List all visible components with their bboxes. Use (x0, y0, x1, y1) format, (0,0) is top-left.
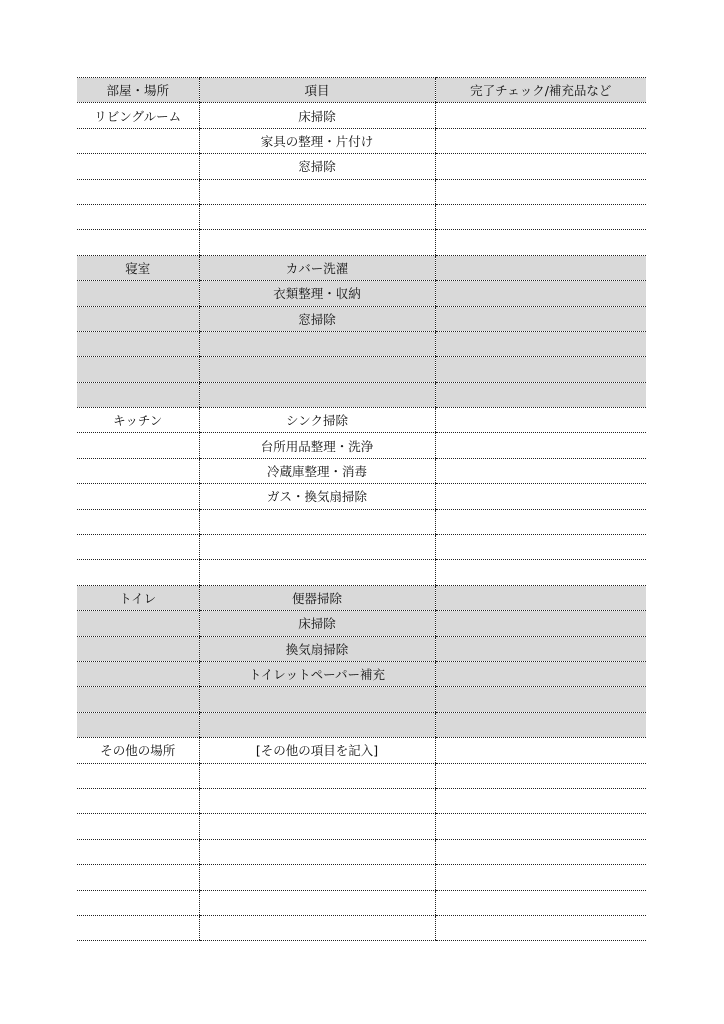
room-cell (77, 636, 199, 661)
item-cell (199, 814, 435, 839)
room-cell (77, 611, 199, 636)
item-cell: カバー洗濯 (199, 255, 435, 280)
item-cell (199, 788, 435, 813)
table-row (77, 204, 646, 229)
room-cell (77, 230, 199, 255)
check-cell[interactable] (435, 154, 646, 179)
check-cell[interactable] (435, 433, 646, 458)
room-cell (77, 509, 199, 534)
room-cell (77, 712, 199, 737)
check-cell[interactable] (435, 890, 646, 915)
check-cell[interactable] (435, 560, 646, 585)
room-cell: トイレ (77, 585, 199, 610)
table-row (77, 128, 646, 153)
room-cell (77, 458, 199, 483)
table-row (77, 687, 646, 712)
room-cell (77, 763, 199, 788)
table-row (77, 915, 646, 940)
check-cell[interactable] (435, 915, 646, 940)
table-row (77, 382, 646, 407)
item-cell: ガス・換気扇掃除 (199, 484, 435, 509)
cleaning-checklist-sheet (77, 77, 646, 941)
check-cell[interactable] (435, 509, 646, 534)
item-cell: 家具の整理・片付け (199, 128, 435, 153)
table-row (77, 154, 646, 179)
header-check: 完了チェック/補充品など (435, 78, 646, 103)
check-cell[interactable] (435, 331, 646, 356)
check-cell[interactable] (435, 585, 646, 610)
item-cell (199, 535, 435, 560)
room-cell (77, 281, 199, 306)
room-cell (77, 839, 199, 864)
check-cell[interactable] (435, 788, 646, 813)
item-cell: トイレットペーパー補充 (199, 661, 435, 686)
table-row (77, 306, 646, 331)
item-cell: [その他の項目を記入] (199, 738, 435, 763)
room-cell: キッチン (77, 408, 199, 433)
table-row (77, 230, 646, 255)
item-cell (199, 230, 435, 255)
table-row (77, 712, 646, 737)
header-room: 部屋・場所 (77, 78, 199, 103)
item-cell: 床掃除 (199, 103, 435, 128)
check-cell[interactable] (435, 484, 646, 509)
check-cell[interactable] (435, 408, 646, 433)
room-cell: リビングルーム (77, 103, 199, 128)
item-cell (199, 839, 435, 864)
item-cell (199, 763, 435, 788)
check-cell[interactable] (435, 712, 646, 737)
cleaning-checklist-table (77, 77, 646, 941)
item-cell: 窓掃除 (199, 154, 435, 179)
table-row (77, 890, 646, 915)
check-cell[interactable] (435, 535, 646, 560)
room-cell (77, 661, 199, 686)
table-row (77, 814, 646, 839)
check-cell[interactable] (435, 661, 646, 686)
table-row (77, 509, 646, 534)
table-row (77, 357, 646, 382)
table-row (77, 839, 646, 864)
room-cell (77, 788, 199, 813)
check-cell[interactable] (435, 636, 646, 661)
table-row (77, 408, 646, 433)
check-cell[interactable] (435, 738, 646, 763)
check-cell[interactable] (435, 204, 646, 229)
room-cell (77, 128, 199, 153)
room-cell (77, 865, 199, 890)
check-cell[interactable] (435, 306, 646, 331)
room-cell (77, 915, 199, 940)
table-row (77, 585, 646, 610)
room-cell (77, 535, 199, 560)
item-cell (199, 382, 435, 407)
check-cell[interactable] (435, 687, 646, 712)
item-cell: 便器掃除 (199, 585, 435, 610)
table-row (77, 331, 646, 356)
item-cell (199, 915, 435, 940)
item-cell: 床掃除 (199, 611, 435, 636)
check-cell[interactable] (435, 357, 646, 382)
check-cell[interactable] (435, 128, 646, 153)
item-cell (199, 712, 435, 737)
item-cell: 台所用品整理・洗浄 (199, 433, 435, 458)
room-cell (77, 204, 199, 229)
room-cell (77, 154, 199, 179)
room-cell (77, 814, 199, 839)
item-cell (199, 687, 435, 712)
check-cell[interactable] (435, 458, 646, 483)
check-cell[interactable] (435, 103, 646, 128)
check-cell[interactable] (435, 255, 646, 280)
check-cell[interactable] (435, 814, 646, 839)
room-cell: 寝室 (77, 255, 199, 280)
table-row (77, 763, 646, 788)
header-item: 項目 (199, 78, 435, 103)
check-cell[interactable] (435, 839, 646, 864)
table-row (77, 661, 646, 686)
item-cell (199, 560, 435, 585)
header-row (77, 78, 646, 103)
check-cell[interactable] (435, 865, 646, 890)
table-row (77, 560, 646, 585)
item-cell (199, 179, 435, 204)
table-row (77, 788, 646, 813)
check-cell[interactable] (435, 179, 646, 204)
room-cell (77, 179, 199, 204)
room-cell (77, 890, 199, 915)
check-cell[interactable] (435, 382, 646, 407)
table-row (77, 738, 646, 763)
table-row (77, 179, 646, 204)
table-row (77, 484, 646, 509)
table-row (77, 281, 646, 306)
item-cell: 換気扇掃除 (199, 636, 435, 661)
item-cell: シンク掃除 (199, 408, 435, 433)
check-cell[interactable] (435, 281, 646, 306)
table-row (77, 636, 646, 661)
room-cell (77, 306, 199, 331)
item-cell (199, 865, 435, 890)
table-row (77, 611, 646, 636)
room-cell (77, 687, 199, 712)
table-row (77, 433, 646, 458)
item-cell (199, 890, 435, 915)
item-cell: 衣類整理・収納 (199, 281, 435, 306)
room-cell (77, 331, 199, 356)
item-cell: 窓掃除 (199, 306, 435, 331)
table-row (77, 865, 646, 890)
room-cell (77, 357, 199, 382)
check-cell[interactable] (435, 763, 646, 788)
room-cell (77, 484, 199, 509)
table-row (77, 103, 646, 128)
room-cell (77, 560, 199, 585)
room-cell: その他の場所 (77, 738, 199, 763)
item-cell (199, 509, 435, 534)
table-row (77, 458, 646, 483)
room-cell (77, 433, 199, 458)
item-cell (199, 204, 435, 229)
item-cell: 冷蔵庫整理・消毒 (199, 458, 435, 483)
table-row (77, 255, 646, 280)
item-cell (199, 357, 435, 382)
room-cell (77, 382, 199, 407)
check-cell[interactable] (435, 611, 646, 636)
item-cell (199, 331, 435, 356)
table-row (77, 535, 646, 560)
check-cell[interactable] (435, 230, 646, 255)
